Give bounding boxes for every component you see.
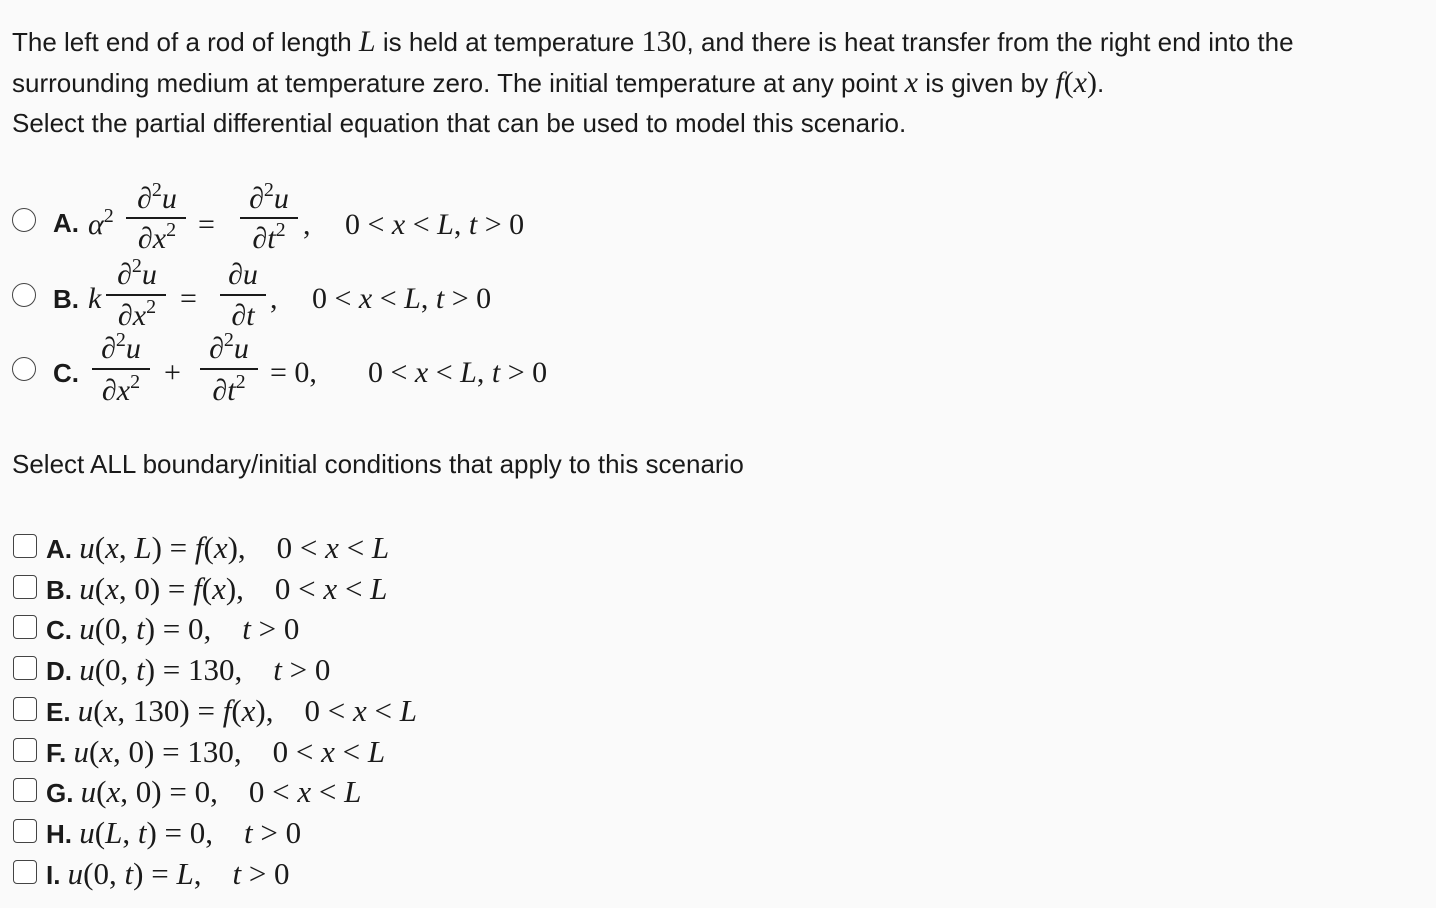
condition-label: H. bbox=[46, 818, 80, 849]
condition-label: F. bbox=[46, 737, 74, 768]
condition-h[interactable] bbox=[46, 813, 301, 854]
pde-option-c-label: C. bbox=[53, 358, 79, 388]
pde-option-a-label: A. bbox=[53, 208, 79, 238]
condition-formula: u(0, t) = 130, t > 0 bbox=[79, 652, 331, 688]
pde-option-a[interactable]: A. $\alpha^2$ ∂$^2$u $\partial x^2$ = ∂$^2$u $\partial t^2$ , 0 < x < L, t > 0 bbox=[53, 179, 525, 255]
question-line-1: The left end of a rod of length L is held at temperature 130, and there is heat transfer from the right end into the bbox=[12, 25, 1294, 58]
condition-g-checkbox[interactable] bbox=[13, 778, 37, 802]
condition-i[interactable] bbox=[46, 854, 290, 895]
condition-formula: u(L, t) = 0, t > 0 bbox=[79, 814, 302, 850]
condition-f[interactable] bbox=[46, 732, 385, 773]
condition-c[interactable] bbox=[46, 609, 299, 650]
pde-option-b[interactable]: B. k ∂$^2$u $\partial x^2$ = ∂u ∂t , 0 < x < L, t > 0 bbox=[53, 255, 492, 332]
condition-c-checkbox[interactable] bbox=[13, 615, 37, 639]
condition-label: G. bbox=[46, 778, 81, 809]
condition-label: B. bbox=[46, 574, 80, 605]
question-2: Select ALL boundary/initial conditions that apply to this scenario bbox=[12, 449, 744, 479]
condition-formula: u(0, t) = L, t > 0 bbox=[67, 855, 290, 891]
condition-e-checkbox[interactable] bbox=[13, 697, 37, 721]
condition-f-checkbox[interactable] bbox=[13, 738, 37, 762]
condition-label: D. bbox=[46, 656, 80, 687]
condition-formula: u(x, 0) = 0, 0 < x < L bbox=[80, 774, 362, 810]
pde-option-c[interactable]: C. ∂$^2$u $\partial x^2$ + ∂$^2$u $\partial t^2$ = 0, 0 < x < L, t > 0 bbox=[53, 329, 548, 407]
condition-label: C. bbox=[46, 615, 80, 646]
condition-formula: u(x, L) = f(x), 0 < x < L bbox=[79, 530, 390, 565]
pde-option-b-label: B. bbox=[53, 284, 79, 314]
condition-e[interactable] bbox=[46, 691, 417, 732]
question-line-2: surrounding medium at temperature zero. The initial temperature at any point x is given by f(x). bbox=[12, 66, 1105, 99]
condition-formula: u(x, 0) = 130, 0 < x < L bbox=[73, 733, 386, 769]
condition-formula: u(x, 130) = f(x), 0 < x < L bbox=[77, 692, 417, 728]
condition-formula: u(0, t) = 0, t > 0 bbox=[79, 611, 300, 647]
condition-a-checkbox[interactable] bbox=[13, 534, 37, 558]
condition-i-checkbox[interactable] bbox=[13, 860, 37, 884]
condition-label: I. bbox=[46, 859, 68, 890]
condition-b[interactable] bbox=[46, 569, 387, 610]
condition-d-checkbox[interactable] bbox=[13, 656, 37, 680]
question-line-3: Select the partial differential equation that can be used to model this scenario. bbox=[12, 108, 907, 138]
condition-label: E. bbox=[46, 696, 78, 727]
condition-b-checkbox[interactable] bbox=[13, 575, 37, 599]
condition-formula: u(x, 0) = f(x), 0 < x < L bbox=[79, 570, 388, 606]
condition-a[interactable] bbox=[46, 528, 389, 569]
condition-g[interactable] bbox=[46, 772, 361, 813]
condition-h-checkbox[interactable] bbox=[13, 819, 37, 843]
condition-d[interactable] bbox=[46, 650, 330, 691]
condition-label: A. bbox=[46, 534, 80, 564]
